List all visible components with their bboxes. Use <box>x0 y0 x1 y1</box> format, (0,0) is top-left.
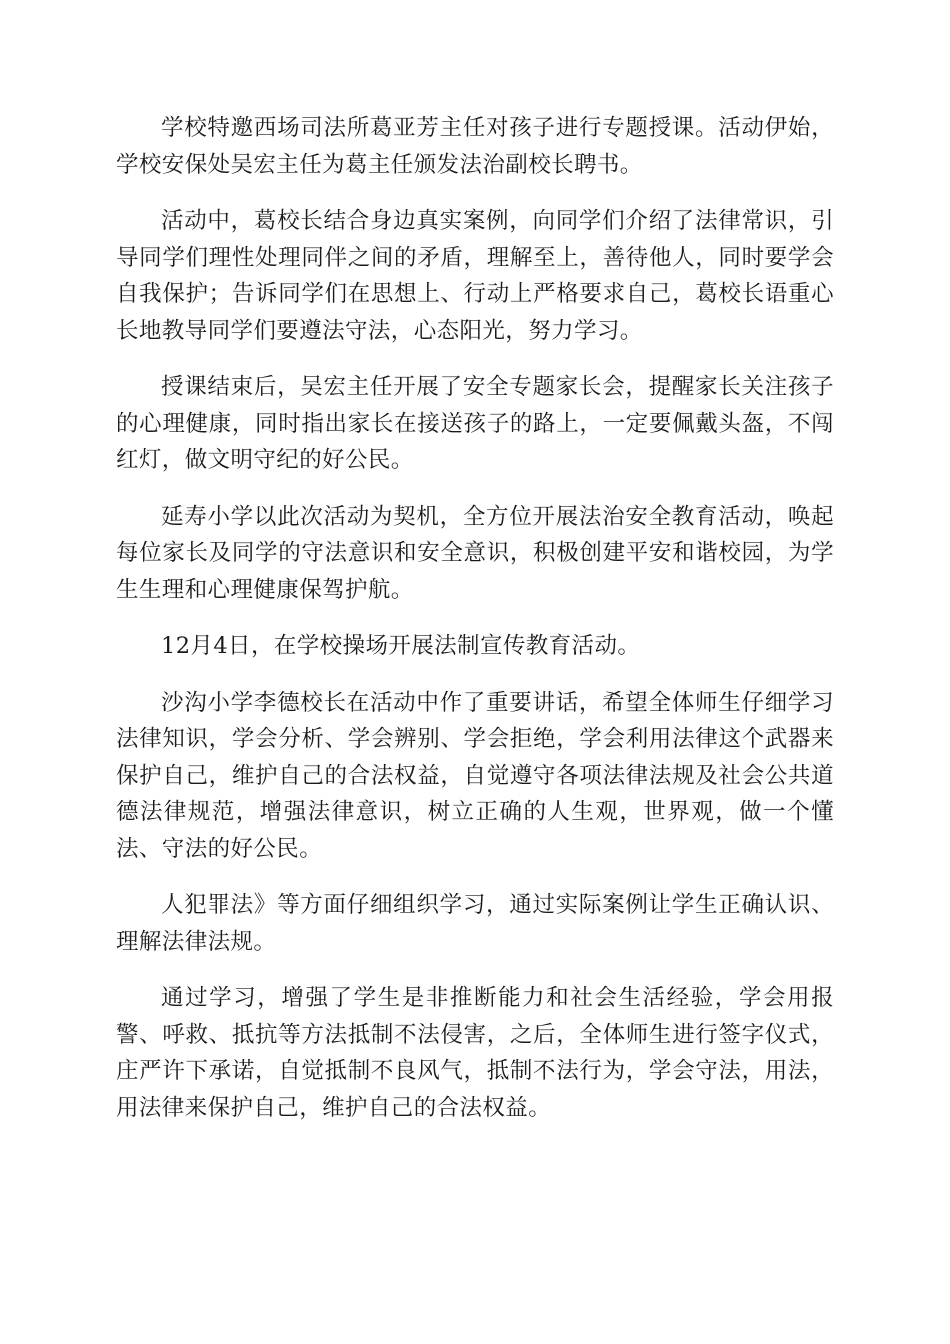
document-body <box>116 110 834 1146</box>
paragraph-6: 沙沟小学李德校长在活动中作了重要讲话，希望全体师生仔细学习法律知识，学会分析、学会辨别、学会拒绝，学会利用法律这个武器来保护自己，维护自己的合法权益，自觉遵守各项法律法规及社会公共道德法律规范，增强法律意识，树立正确的人生观，世界观，做一个懂法、守法的好公民。 <box>116 689 834 862</box>
paragraph-8: 通过学习，增强了学生是非推断能力和社会生活经验，学会用报警、呼救、抵抗等方法抵制不法侵害，之后，全体师生进行签字仪式，庄严许下承诺，自觉抵制不良风气，抵制不法行为，学会守法，用法，用法律来保护自己，维护自己的合法权益。 <box>116 985 834 1121</box>
paragraph-5: 12月4日，在学校操场开展法制宣传教育活动。 <box>161 633 641 659</box>
paragraph-7: 人犯罪法》等方面仔细组织学习，通过实际案例让学生正确认识、理解法律法规。 <box>116 892 834 955</box>
paragraph-2: 活动中，葛校长结合身边真实案例，向同学们介绍了法律常识，引导同学们理性处理同伴之间的矛盾，理解至上，善待他人，同时要学会自我保护；告诉同学们在思想上、行动上严格要求自己，葛校长语重心长地教导同学们要遵法守法，心态阳光，努力学习。 <box>116 208 834 344</box>
paragraph-1: 学校特邀西场司法所葛亚芳主任对孩子进行专题授课。活动伊始，学校安保处吴宏主任为葛主任颁发法治副校长聘书。 <box>116 115 834 178</box>
paragraph-4: 延寿小学以此次活动为契机，全方位开展法治安全教育活动，唤起每位家长及同学的守法意识和安全意识，积极创建平安和谐校园，为学生生理和心理健康保驾护航。 <box>116 503 834 603</box>
paragraph-3: 授课结束后，吴宏主任开展了安全专题家长会，提醒家长关注孩子的心理健康，同时指出家长在接送孩子的路上，一定要佩戴头盔，不闯红灯，做文明守纪的好公民。 <box>116 374 834 473</box>
